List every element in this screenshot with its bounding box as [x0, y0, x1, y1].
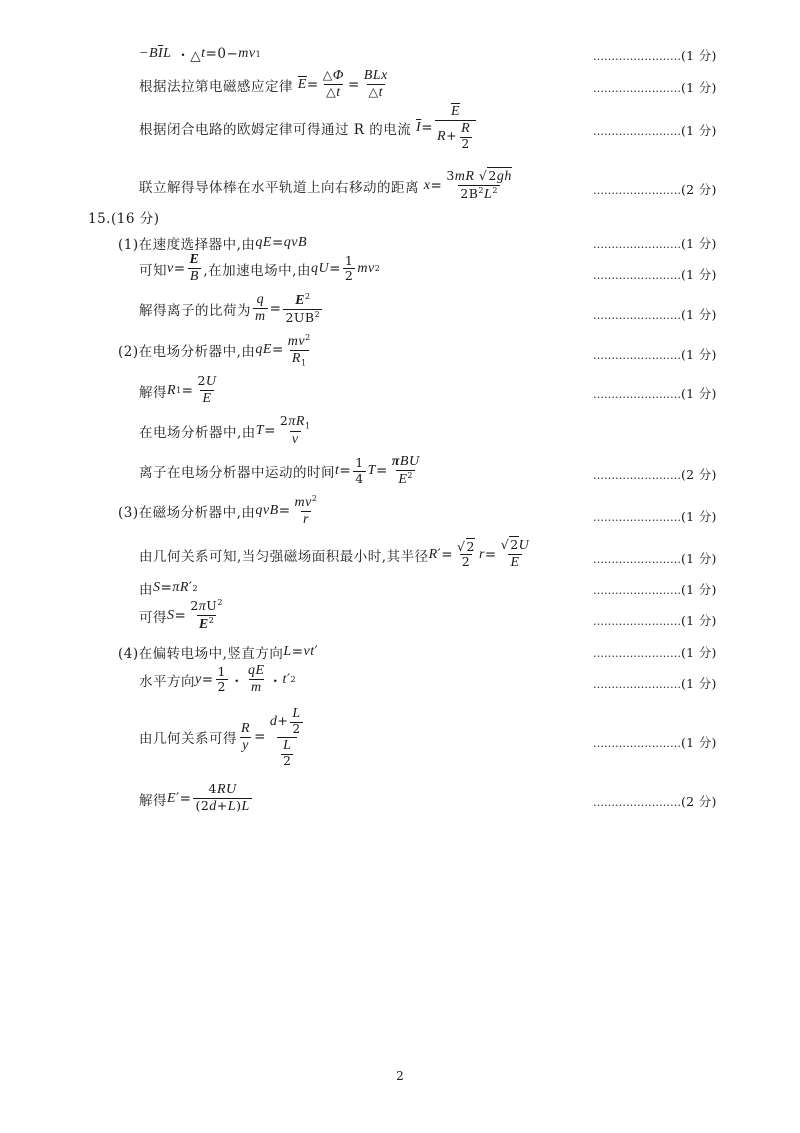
score-marker: ……………………(2 分): [593, 794, 717, 809]
score-marker: ……………………(1 分): [593, 123, 717, 138]
score-marker: ……………………(1 分): [593, 236, 717, 251]
equation-momentum: −B $\overline{I}$ L ・△ t =0− mv 1: [139, 46, 262, 64]
score-marker: ……………………(1 分): [593, 509, 717, 524]
score-marker: ……………………(1 分): [593, 676, 717, 691]
question-heading: 15.(16 分): [88, 211, 160, 227]
part1-charge-ratio: 解得离子的比荷为 $\frac{q}{m}$ = $\frac{E^2}{2UB^2}$: [139, 292, 321, 326]
score-marker: ……………………(1 分): [593, 48, 717, 63]
score-marker: ……………………(1 分): [593, 267, 717, 282]
part3-magnetic-analyzer: (3)在磁场分析器中,由 qvB = $\frac{mv^2}{r}$: [118, 494, 318, 528]
part2-time: 离子在电场分析器中运动的时间 t = $\frac{1}{4}$ T = $\frac{\text{πBU}}{E^2}$: [139, 454, 420, 488]
part2-electric-analyzer: (2)在电场分析器中,由 qE = $\frac{mv^2}{R_1}$: [118, 333, 311, 368]
score-marker: ……………………(1 分): [593, 735, 717, 750]
score-marker: ……………………(1 分): [593, 613, 717, 628]
equation-distance: 联立解得导体棒在水平轨道上向右移动的距离 x = $\frac{3mR √2gh}{2B^2L^2}$: [139, 168, 512, 203]
score-marker: ……………………(1 分): [593, 645, 717, 660]
part4-deflection: (4)在偏转电场中,竖直方向 L = vt ′: [118, 644, 319, 662]
part2-period: 在电场分析器中,由 T = $\frac{2\pi R_1}{v}$: [139, 413, 311, 447]
score-marker: ……………………(1 分): [593, 80, 717, 95]
part4-horizontal: 水平方向 y = $\frac{1}{2}$ ・ $\frac{qE}{m}$ ・ t ′ 2: [139, 663, 297, 696]
score-marker: ……………………(1 分): [593, 386, 717, 401]
page-number: 2: [396, 1069, 404, 1083]
equation-ohm: 根据闭合电路的欧姆定律可得通过 R 的电流 $\overline{I}$ = $\overline{E}$ R+ $\frac{R}{2}$: [139, 104, 478, 152]
score-marker: ……………………(1 分): [593, 347, 717, 362]
score-marker: ……………………(2 分): [593, 182, 717, 197]
equation-faraday: 根据法拉第电磁感应定律 $\overline{E}$ = $\frac{\triangle\Phi}{\triangle t}$ = $\frac{\text{BLx}}{\triangle t}$: [139, 67, 388, 101]
part1-acceleration: 可知 v = $\frac{E}{B}$ ,在加速电场中,由 qU = $\frac{1}{2}$ mv 2: [139, 252, 381, 285]
part4-geometry: 由几何关系可得 $\frac{R}{y}$ = d+ $\frac{L}{2}$ $\frac{L}{2}$: [139, 706, 301, 768]
score-marker: ……………………(1 分): [593, 582, 717, 597]
part2-radius: 解得 R 1 = $\frac{2U}{E}$: [139, 373, 217, 407]
part3-area-result: 可得 S = $\frac{2\pi U^2}{E^2}$: [139, 598, 223, 633]
score-marker: ……………………(1 分): [593, 307, 717, 322]
part4-result: 解得 E ′= $\frac{4RU}{(2d+L)L}$: [139, 781, 250, 815]
part3-area-formula: 由 S = πR ′ 2: [139, 580, 199, 598]
score-marker: ……………………(2 分): [593, 467, 717, 482]
score-marker: ……………………(1 分): [593, 551, 717, 566]
part1-velocity-selector: (1)在速度选择器中,由 qE = qvB: [118, 235, 308, 253]
part3-geometry: 由几何关系可知,当匀强磁场面积最小时,其半径 R ′= $\frac{√2}{2}$ r = $\frac{√2U}{E}$: [139, 537, 530, 571]
